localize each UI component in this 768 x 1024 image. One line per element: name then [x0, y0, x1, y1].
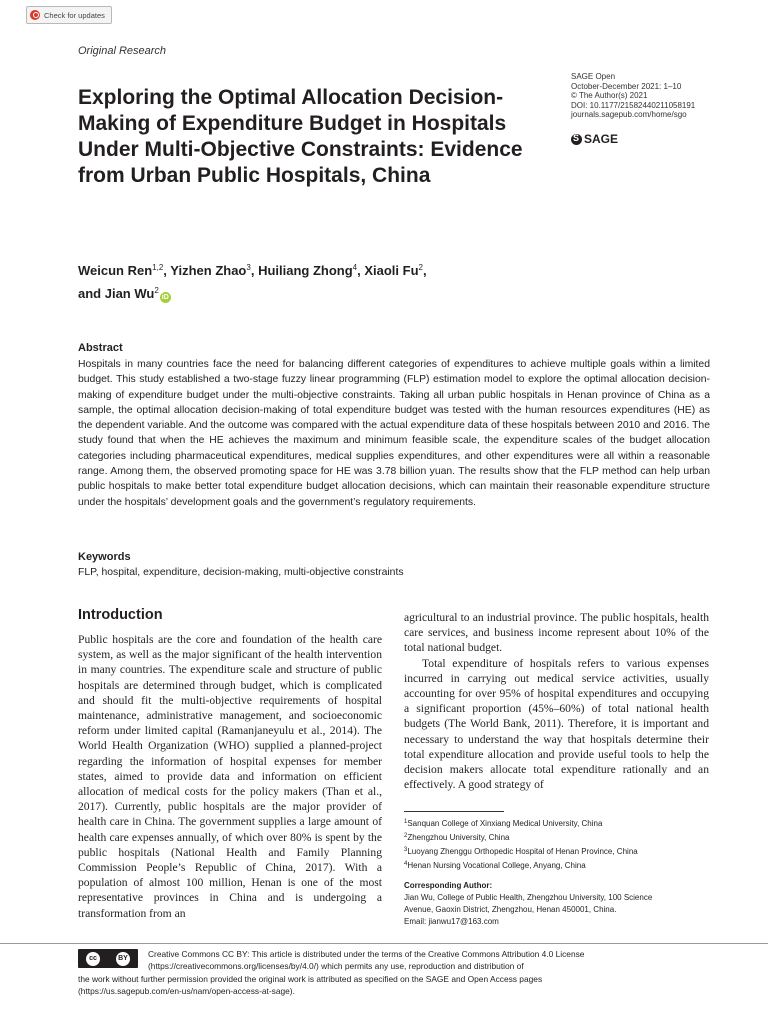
author-separator: ,: [250, 263, 259, 278]
author-name[interactable]: Weicun Ren: [78, 263, 153, 278]
author-affiliation: 3: [246, 263, 251, 272]
author-separator: ,: [163, 263, 171, 278]
author-affiliation: 4: [352, 263, 358, 272]
by-icon: BY: [116, 952, 130, 966]
author-name[interactable]: Huiliang Zhong: [258, 263, 353, 278]
affiliation-number: 2: [404, 833, 408, 839]
abstract-text: Hospitals in many countries face the need for balancing different categories of expenditures to achieve multiple goals within a limited budget. This study established a two-stage fuzzy linear programming (FLP) estimation model to explore the optimal allocation decision-making of expenditure budget under the multi-objective constraints. Taking all urban public hospitals in Henan province of China as a sample, the optimal allocation decision-making of total expenditure budget was tested with the human resources expenditures (HE) as the dependent variable. And the outcome was compared with the actual expenditure data of these hospitals between 2010 and 2016. The study found that when the HE achieves the maximum and minimum feasible scale, the expenditure scales of the budget allocation categories including pharmaceutical expenditures, medical supplies expenditures, and other expenditures were all within a reasonable range. Among them, the observed promoting space for HE was 3.78 billion yuan. The results show that the FLP method can help urban public hospitals to make better total expenditure budget allocation decisions, which can maintain their reasonable expenditure structure under the hospitals’ development goals and the government’s regulatory requirements.: [78, 359, 710, 508]
sage-s-icon: [571, 134, 582, 145]
affiliation-number: 1: [404, 819, 408, 825]
update-icon: [30, 10, 40, 20]
license-text: [78, 948, 710, 998]
author-affiliation: 2: [154, 286, 159, 295]
journal-url[interactable]: journals.sagepub.com/home/sgo: [571, 110, 687, 120]
affiliation-number: 4: [404, 861, 408, 867]
license-divider: [0, 943, 768, 944]
keywords-heading: Keywords: [78, 551, 131, 563]
journal-issue: October-December 2021: 1–10: [571, 81, 682, 91]
footnote-divider: [404, 811, 504, 812]
corresponding-author-line: Avenue, Gaoxin District, Zhengzhou, Henan 450001, China.: [404, 905, 617, 914]
author-name[interactable]: Xiaoli Fu: [364, 263, 419, 278]
affiliation-text: Luoyang Zhenggu Orthopedic Hospital of Henan Province, China: [407, 847, 638, 856]
keywords-text: FLP, hospital, expenditure, decision-making, multi-objective constraints: [78, 567, 404, 578]
author-affiliation: 1,2: [152, 263, 164, 272]
affiliation-number: 3: [404, 847, 408, 853]
author-name[interactable]: and Jian Wu: [78, 286, 155, 301]
sage-logo: [571, 132, 618, 146]
body-column-left: [78, 632, 382, 921]
corresponding-author-email[interactable]: Email: jianwu17@163.com: [404, 917, 499, 926]
body-paragraph: Total expenditure of hospitals refers to various expenses incurred in carrying out medical service activities, usually accounting for over 95% of hospital expenditures and occupying a significant proportion (45%–60%) of total national health budgets (The World Bank, 2011). Therefore, it is important and necessary to understand the way that hospitals determine their total expenditure allocation and provide useful tools to help the decision makers allocate total expenditure rationally and an effectively. A good strategy of: [404, 656, 709, 792]
affiliation-text: Sanquan College of Xinxiang Medical University, China: [407, 819, 603, 828]
license-line: the work without further permission provided the original work is attributed as specified on the SAGE and Open Access pages: [78, 973, 543, 984]
journal-doi[interactable]: DOI: 10.1177/21582440211058191: [571, 100, 696, 110]
check-for-updates-button[interactable]: [26, 6, 112, 24]
body-paragraph: Public hospitals are the core and foundation of the health care system, as well as the major significant of the health intervention in many countries. The expenditure scale and structure of public hospitals are determined through budget, which is complicated and should fit the multi-objective requirements of hospital maintenance, administrative management, and socioeconomic reform under limited capital (Ramanjaneyulu et al., 2014). The World Health Organization (WHO) supplied a planned-project regarding the information of hospital expenses for member states, aimed to provide data and information on efficient allocation of medical costs for the policy makers (Than et al., 2017). Currently, public hospitals are the major provider of health care in China. The government supplies a large amount of health care expenses annually, of which over 80% is spent by the public hospitals (National Health and Family Planning Commission People’s Republic of China, 2017). With a population of almost 100 million, Henan is one of the most representative provinces in China and is undergoing a transformation from an: [78, 633, 382, 920]
author-separator: ,: [422, 263, 427, 278]
author-separator: ,: [357, 263, 365, 278]
journal-copyright: © The Author(s) 2021: [571, 91, 648, 101]
corresponding-author-line: Jian Wu, College of Public Health, Zhengzhou University, 100 Science: [404, 893, 653, 902]
check-for-updates-label: Check for updates: [44, 10, 105, 20]
footnotes: [404, 816, 709, 928]
article-title: Exploring the Optimal Allocation Decision-Making of Expenditure Budget in Hospitals Under Multi-Objective Constraints: Evidence from Urban Public Hospitals, China: [78, 86, 523, 187]
article-type: Original Research: [78, 45, 167, 57]
sage-logo-text: SAGE: [584, 132, 619, 146]
affiliation-item: [404, 844, 709, 858]
corresponding-author-heading: Corresponding Author:: [404, 881, 493, 890]
license-link[interactable]: (https://creativecommons.org/licenses/by/4.0/) which permits any use, reproduction and distribution of: [148, 961, 524, 972]
author-name[interactable]: Yizhen Zhao: [170, 263, 247, 278]
journal-name: SAGE Open: [571, 72, 616, 81]
journal-info: [571, 72, 695, 120]
affiliation-item: [404, 830, 709, 844]
license-link[interactable]: (https://us.sagepub.com/en-us/nam/open-access-at-sage).: [78, 986, 295, 997]
author-list: [78, 258, 518, 304]
abstract-heading: Abstract: [78, 342, 123, 354]
body-column-right: [404, 610, 709, 792]
affiliation-text: Zhengzhou University, China: [407, 833, 510, 842]
affiliation-item: [404, 858, 709, 872]
orcid-icon[interactable]: iD: [161, 294, 169, 301]
body-paragraph: agricultural to an industrial province. The public hospitals, health care services, and business income represent about 10% of the total national budget.: [404, 611, 709, 655]
affiliation-item: [404, 816, 709, 830]
license-line: Creative Commons CC BY: This article is distributed under the terms of the Creative Commons Attribution 4.0 License: [148, 949, 585, 959]
cc-icon: cc: [86, 952, 100, 966]
author-affiliation: 2: [418, 263, 423, 272]
introduction-heading: Introduction: [78, 607, 163, 623]
affiliation-text: Henan Nursing Vocational College, Anyang, China: [407, 861, 586, 870]
